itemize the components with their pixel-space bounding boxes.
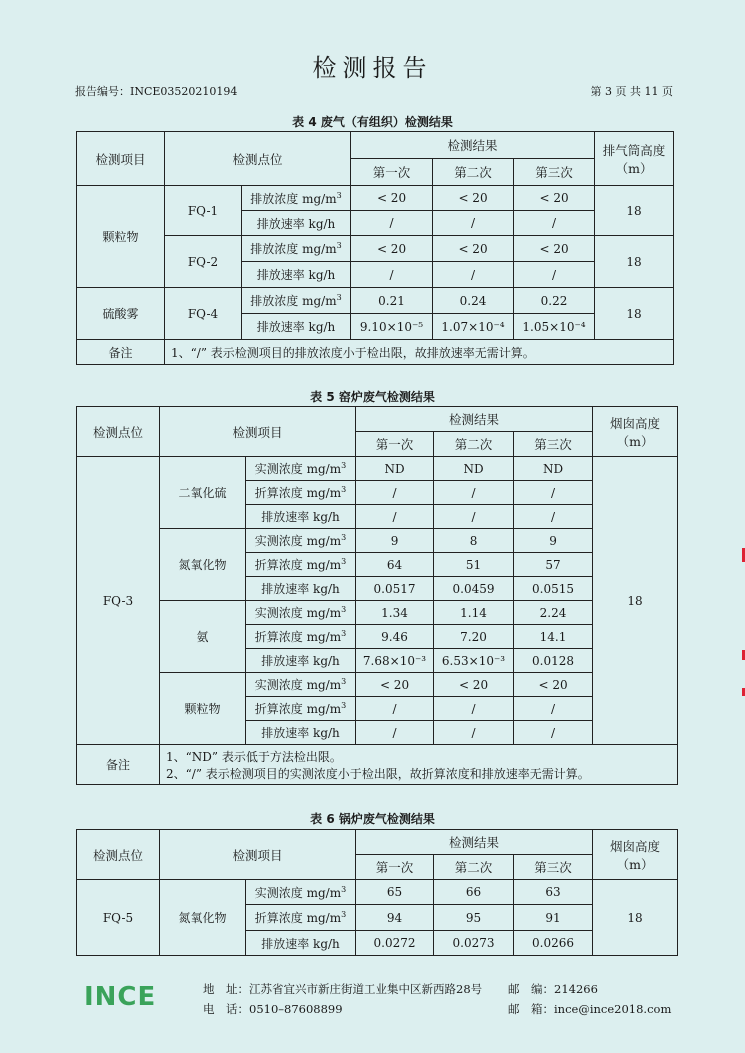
t5-param: 折算浓度 $mg/m^3$ [246, 697, 356, 721]
t5-value: 1.34 [356, 601, 434, 625]
t5-param: 排放速率 kg/h [246, 721, 356, 745]
t5-value: 1.14 [434, 601, 514, 625]
t4-param: 排放浓度 $mg/m^3$ [242, 186, 351, 211]
t5-value: 6.53×10⁻³ [434, 649, 514, 673]
table6 [76, 829, 678, 956]
table-row [77, 745, 678, 785]
t4-value: < 20 [351, 236, 433, 262]
t5-header-third: 第三次 [514, 432, 593, 457]
t6-param: 实测浓度 $mg/m^3$ [246, 880, 356, 905]
t6-value: 94 [356, 905, 434, 931]
t5-value: 9 [514, 529, 593, 553]
t4-param: 排放速率 kg/h [242, 314, 351, 340]
t5-value: / [434, 505, 514, 529]
t5-item: 氮氧化物 [160, 529, 246, 601]
t5-param: 折算浓度 $mg/m^3$ [246, 553, 356, 577]
table-row [77, 288, 674, 314]
t6-param: 排放速率 kg/h [246, 931, 356, 956]
page-indicator: 第 3 页 共 11 页 [590, 85, 673, 98]
postcode: 邮 编：214266 [508, 982, 598, 996]
t5-value: < 20 [434, 673, 514, 697]
t4-item: 颗粒物 [77, 186, 165, 288]
t4-value: 0.22 [514, 288, 595, 314]
t5-value: / [434, 721, 514, 745]
t4-value: < 20 [433, 236, 514, 262]
address: 地 址：江苏省宜兴市新庄街道工业集中区新西路28号 [203, 982, 483, 996]
t4-item: 硫酸雾 [77, 288, 165, 340]
t5-value: ND [434, 457, 514, 481]
t5-value: / [356, 721, 434, 745]
t5-value: 8 [434, 529, 514, 553]
t4-header-second: 第二次 [433, 159, 514, 186]
phone: 电 话：0510–87608899 [203, 1002, 343, 1016]
t6-header-third: 第三次 [514, 855, 593, 880]
t5-param: 折算浓度 $mg/m^3$ [246, 625, 356, 649]
t5-param: 实测浓度 $mg/m^3$ [246, 673, 356, 697]
t4-header-point: 检测点位 [165, 132, 351, 186]
t6-height: 18 [593, 880, 678, 956]
t4-value: 9.10×10⁻⁵ [351, 314, 433, 340]
table4 [76, 131, 674, 365]
t5-remark [160, 745, 678, 785]
table4-caption: 表 4 废气（有组织）检测结果 [292, 115, 453, 129]
t5-value: 7.68×10⁻³ [356, 649, 434, 673]
t5-height: 18 [593, 457, 678, 745]
t5-param: 排放速率 kg/h [246, 649, 356, 673]
t5-value: / [514, 697, 593, 721]
t6-value: 0.0266 [514, 931, 593, 956]
t5-header-first: 第一次 [356, 432, 434, 457]
t5-value: / [434, 481, 514, 505]
t5-value: / [514, 505, 593, 529]
t5-value: 57 [514, 553, 593, 577]
t6-header-results: 检测结果 [356, 830, 593, 855]
table5-caption: 表 5 窑炉废气检测结果 [310, 390, 435, 404]
t5-remark-line: 1、“ND” 表示低于方法检出限。 [166, 749, 342, 764]
t4-height: 18 [595, 186, 674, 236]
t4-param: 排放浓度 $mg/m^3$ [242, 236, 351, 262]
t5-value: / [356, 505, 434, 529]
t6-point: FQ-5 [77, 880, 160, 956]
t5-remark-label: 备注 [77, 745, 160, 785]
t4-point: FQ-2 [165, 236, 242, 288]
t4-header-item: 检测项目 [77, 132, 165, 186]
table5 [76, 406, 678, 785]
t5-value: / [356, 481, 434, 505]
t5-value: 7.20 [434, 625, 514, 649]
t5-value: ND [514, 457, 593, 481]
t6-value: 65 [356, 880, 434, 905]
t4-value: < 20 [351, 186, 433, 211]
t6-value: 0.0272 [356, 931, 434, 956]
t4-param: 排放速率 kg/h [242, 262, 351, 288]
t4-height: 18 [595, 236, 674, 288]
t5-param: 实测浓度 $mg/m^3$ [246, 457, 356, 481]
t5-value: 51 [434, 553, 514, 577]
t5-header-height: 烟囱高度 （m） [593, 407, 678, 457]
t4-value: / [351, 262, 433, 288]
t5-value: 0.0128 [514, 649, 593, 673]
t5-value: 0.0515 [514, 577, 593, 601]
t6-header-height: 烟囱高度 （m） [593, 830, 678, 880]
t4-value: < 20 [514, 236, 595, 262]
t4-value: / [514, 211, 595, 236]
t5-header-second: 第二次 [434, 432, 514, 457]
t5-header-results: 检测结果 [356, 407, 593, 432]
t5-value: 9 [356, 529, 434, 553]
t4-value: 0.24 [433, 288, 514, 314]
t6-header-second: 第二次 [434, 855, 514, 880]
t5-param: 折算浓度 $mg/m^3$ [246, 481, 356, 505]
table-row [77, 529, 678, 553]
company-logo: INCE [84, 982, 157, 1012]
t5-value: ND [356, 457, 434, 481]
table-row [77, 236, 674, 262]
email: 邮 箱：ince@ince2018.com [508, 1002, 672, 1016]
t5-point: FQ-3 [77, 457, 160, 745]
t4-header-results: 检测结果 [351, 132, 595, 159]
t6-value: 66 [434, 880, 514, 905]
report-number: 报告编号：INCE03520210194 [75, 85, 238, 98]
t6-header-point: 检测点位 [77, 830, 160, 880]
t5-value: 9.46 [356, 625, 434, 649]
table-row [77, 880, 678, 905]
t4-value: 1.07×10⁻⁴ [433, 314, 514, 340]
t5-value: < 20 [356, 673, 434, 697]
table-row [77, 673, 678, 697]
t4-height: 18 [595, 288, 674, 340]
table-row [77, 340, 674, 365]
t4-value: 0.21 [351, 288, 433, 314]
t5-param: 实测浓度 $mg/m^3$ [246, 529, 356, 553]
t5-param: 排放速率 kg/h [246, 505, 356, 529]
t6-item: 氮氧化物 [160, 880, 246, 956]
t5-param: 排放速率 kg/h [246, 577, 356, 601]
t5-header-point: 检测点位 [77, 407, 160, 457]
t4-remark: 1、“/” 表示检测项目的排放浓度小于检出限，故排放速率无需计算。 [165, 340, 674, 365]
t4-value: / [433, 211, 514, 236]
page-title: 检测报告 [312, 54, 433, 82]
t6-value: 63 [514, 880, 593, 905]
t5-item: 二氧化硫 [160, 457, 246, 529]
t5-value: < 20 [514, 673, 593, 697]
table-row [77, 601, 678, 625]
t4-value: 1.05×10⁻⁴ [514, 314, 595, 340]
t5-item: 氨 [160, 601, 246, 673]
t5-remark-line: 2、“/” 表示检测项目的实测浓度小于检出限，故折算浓度和排放速率无需计算。 [166, 766, 590, 781]
t5-value: 2.24 [514, 601, 593, 625]
table-row [77, 457, 678, 481]
t4-param: 排放速率 kg/h [242, 211, 351, 236]
t6-value: 91 [514, 905, 593, 931]
t4-value: < 20 [514, 186, 595, 211]
t5-value: 64 [356, 553, 434, 577]
t4-value: < 20 [433, 186, 514, 211]
t5-value: / [514, 721, 593, 745]
t5-value: / [514, 481, 593, 505]
t5-value: 0.0459 [434, 577, 514, 601]
t6-header-item: 检测项目 [160, 830, 356, 880]
t6-header-first: 第一次 [356, 855, 434, 880]
t5-value: / [434, 697, 514, 721]
t4-value: / [514, 262, 595, 288]
t5-item: 颗粒物 [160, 673, 246, 745]
t5-header-item: 检测项目 [160, 407, 356, 457]
t5-value: / [356, 697, 434, 721]
t4-header-first: 第一次 [351, 159, 433, 186]
t6-value: 95 [434, 905, 514, 931]
t5-param: 实测浓度 $mg/m^3$ [246, 601, 356, 625]
t4-value: / [433, 262, 514, 288]
table6-caption: 表 6 锅炉废气检测结果 [310, 812, 435, 826]
t4-point: FQ-1 [165, 186, 242, 236]
t6-value: 0.0273 [434, 931, 514, 956]
t4-param: 排放浓度 $mg/m^3$ [242, 288, 351, 314]
t4-header-height: 排气筒高度 （m） [595, 132, 674, 186]
t4-value: / [351, 211, 433, 236]
t4-header-third: 第三次 [514, 159, 595, 186]
t4-point: FQ-4 [165, 288, 242, 340]
t6-param: 折算浓度 $mg/m^3$ [246, 905, 356, 931]
t5-value: 14.1 [514, 625, 593, 649]
t5-value: 0.0517 [356, 577, 434, 601]
t4-remark-label: 备注 [77, 340, 165, 365]
table-row [77, 186, 674, 211]
